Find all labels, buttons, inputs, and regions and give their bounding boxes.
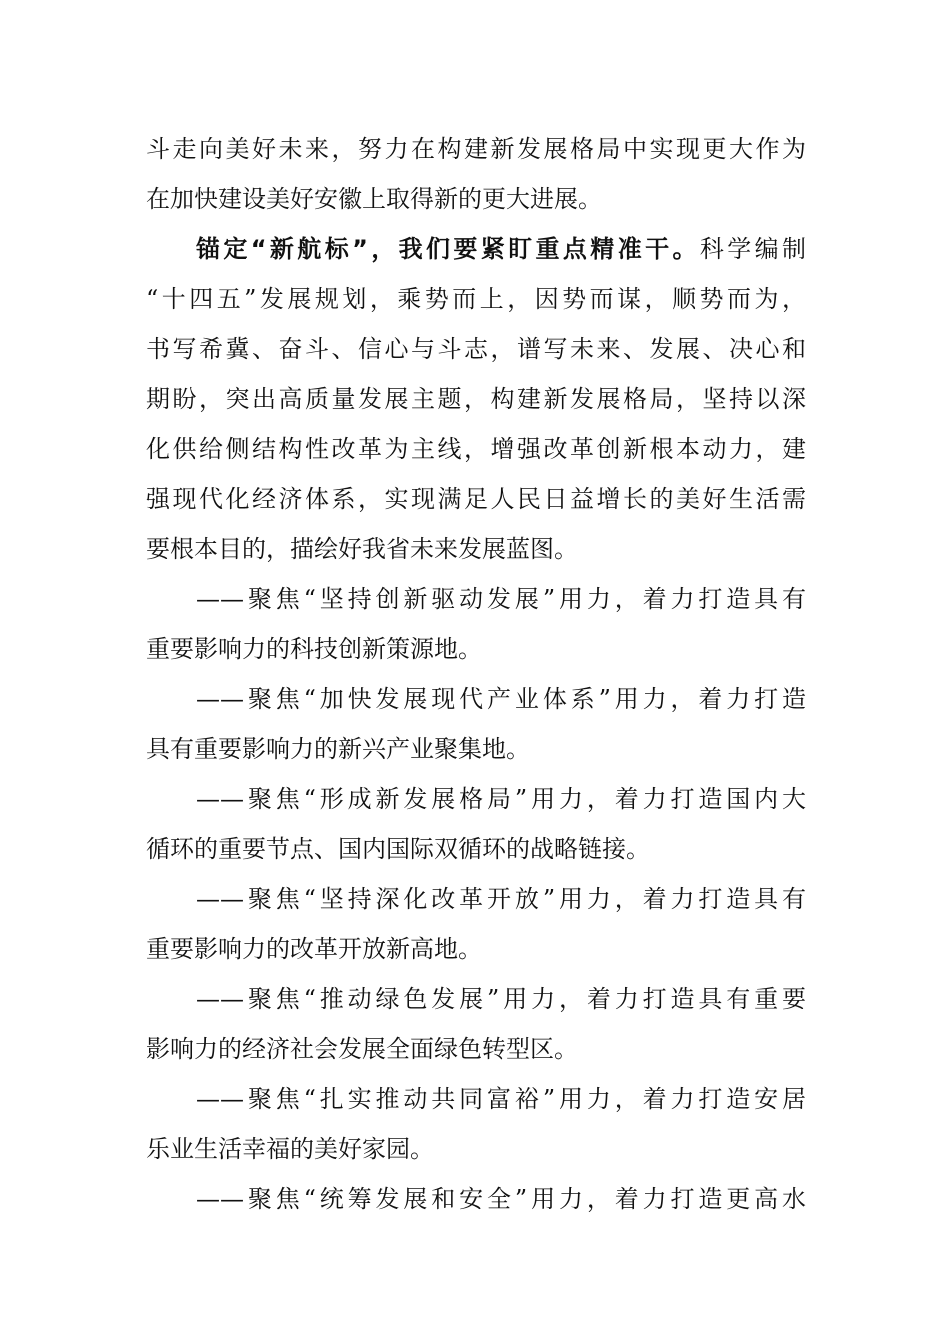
paragraph-5-line-0: ——聚焦“坚持深化改革开放”用力，着力打造具有: [196, 885, 806, 913]
paragraph-1-line-1: “十四五”发展规划，乘势而上，因势而谋，顺势而为，: [146, 285, 806, 313]
paragraph-7-line-0: ——聚焦“扎实推动共同富裕”用力，着力打造安居: [196, 1085, 806, 1113]
paragraph-7-line-1: 乐业生活幸福的美好家园。: [146, 1135, 434, 1163]
paragraph-1-line-6: 要根本目的，描绘好我省未来发展蓝图。: [146, 535, 578, 563]
paragraph-1-line-0: [146, 224, 806, 274]
paragraph-3-line-1: 具有重要影响力的新兴产业聚集地。: [146, 735, 530, 763]
paragraph-1-line-2: 书写希冀、奋斗、信心与斗志，谱写未来、发展、决心和: [146, 335, 806, 363]
paragraph-4-line-0: ——聚焦“形成新发展格局”用力，着力打造国内大: [196, 785, 806, 813]
paragraph-1-line-4: 化供给侧结构性改革为主线，增强改革创新根本动力，建: [146, 435, 806, 463]
paragraph-2-line-0: ——聚焦“坚持创新驱动发展”用力，着力打造具有: [196, 585, 806, 613]
paragraph-0-line-0: 斗走向美好未来，努力在构建新发展格局中实现更大作为: [146, 135, 806, 163]
paragraph-4-line-1: 循环的重要节点、国内国际双循环的战略链接。: [146, 835, 650, 863]
paragraph-5-line-1: 重要影响力的改革开放新高地。: [146, 935, 482, 963]
paragraph-0-line-1: 在加快建设美好安徽上取得新的更大进展。: [146, 185, 602, 213]
paragraph-6-line-0: ——聚焦“推动绿色发展”用力，着力打造具有重要: [196, 985, 806, 1013]
paragraph-1-line-5: 强现代化经济体系，实现满足人民日益增长的美好生活需: [146, 485, 806, 513]
body-text: [146, 124, 806, 1224]
paragraph-8-line-0: ——聚焦“统筹发展和安全”用力，着力打造更高水: [196, 1185, 806, 1213]
paragraph-3-line-0: ——聚焦“加快发展现代产业体系”用力，着力打造: [196, 685, 806, 713]
paragraph-1-first-line-rest: 科学编制: [699, 235, 807, 263]
paragraph-1-bold-lead: 锚定“新航标”，我们要紧盯重点精准干。: [196, 235, 700, 263]
paragraph-2-line-1: 重要影响力的科技创新策源地。: [146, 635, 482, 663]
paragraph-1-line-3: 期盼，突出高质量发展主题，构建新发展格局，坚持以深: [146, 385, 806, 413]
paragraph-6-line-1: 影响力的经济社会发展全面绿色转型区。: [146, 1035, 578, 1063]
